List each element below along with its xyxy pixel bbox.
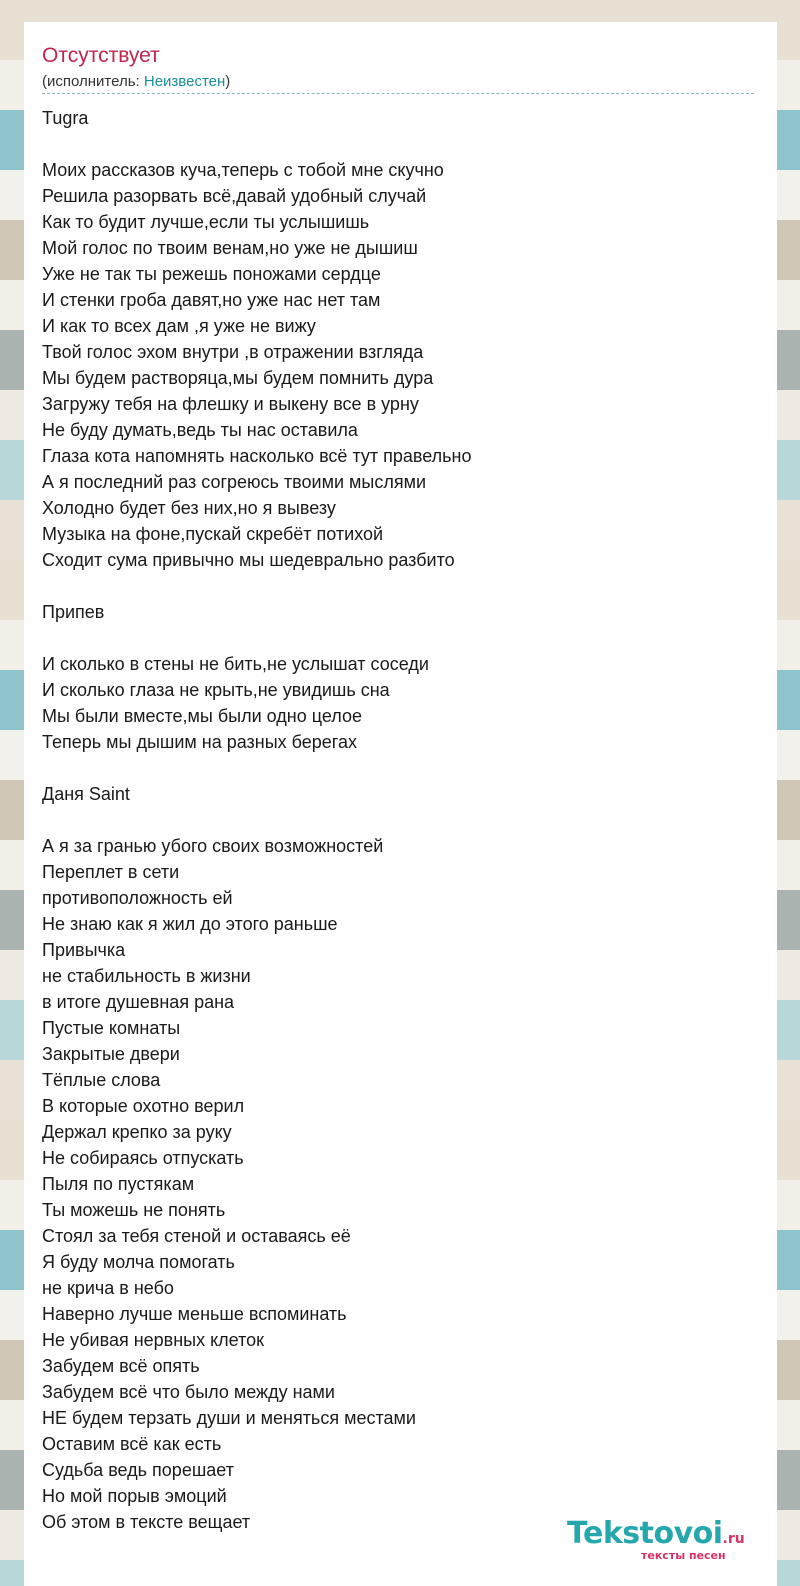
lyric-line: Теперь мы дышим на разных берегах bbox=[42, 732, 357, 752]
logo-tld: .ru bbox=[722, 1531, 745, 1547]
lyric-line: Оставим всё как есть bbox=[42, 1434, 222, 1454]
lyric-line: Музыка на фоне,пускай скребёт потихой bbox=[42, 524, 384, 544]
lyric-line bbox=[42, 625, 754, 651]
lyric-line: Тёплые слова bbox=[42, 1070, 161, 1090]
lyric-line: не стабильность в жизни bbox=[42, 966, 251, 986]
lyric-line: Не собираясь отпускать bbox=[42, 1148, 244, 1168]
lyric-line: Но мой порыв эмоций bbox=[42, 1486, 227, 1506]
lyric-line: Уже не так ты режешь поножами сердце bbox=[42, 264, 381, 284]
lyric-line bbox=[42, 807, 754, 833]
lyric-line: Об этом в тексте вещает bbox=[42, 1512, 251, 1532]
lyric-line: Держал крепко за руку bbox=[42, 1122, 232, 1142]
lyric-line: не крича в небо bbox=[42, 1278, 174, 1298]
lyric-line: И стенки гроба давят,но уже нас нет там bbox=[42, 290, 381, 310]
lyric-line: Стоял за тебя стеной и оставаясь её bbox=[42, 1226, 351, 1246]
artist-prefix: (исполнитель: bbox=[42, 73, 144, 90]
lyric-line: Наверно лучше меньше вспоминать bbox=[42, 1304, 347, 1324]
lyric-line: И как то всех дам ,я уже не вижу bbox=[42, 316, 316, 336]
lyrics-card bbox=[24, 22, 777, 1586]
lyric-line: Сходит сума привычно мы шедеврально разбито bbox=[42, 550, 455, 570]
lyric-line: Привычка bbox=[42, 940, 126, 960]
lyric-line: А я последний раз согреюсь твоими мыслями bbox=[42, 472, 427, 492]
lyric-line: Решила разорвать всё,давай удобный случай bbox=[42, 186, 427, 206]
lyric-line: Холодно будет без них,но я вывезу bbox=[42, 498, 336, 518]
artist-suffix: ) bbox=[225, 73, 231, 90]
lyric-line: И сколько глаза не крыть,не увидишь сна bbox=[42, 680, 390, 700]
lyric-line: Пыля по пустякам bbox=[42, 1174, 195, 1194]
divider bbox=[42, 93, 754, 94]
lyric-line: Пустые комнаты bbox=[42, 1018, 181, 1038]
lyric-line bbox=[42, 131, 754, 157]
lyric-line: противоположность ей bbox=[42, 888, 233, 908]
lyric-line: Мы были вместе,мы были одно целое bbox=[42, 706, 362, 726]
lyrics-text bbox=[42, 105, 754, 1535]
artist-link[interactable]: Неизвестен bbox=[143, 73, 226, 90]
lyric-line: Как то будит лучше,если ты услышишь bbox=[42, 212, 370, 232]
logo-tagline: тексты песен bbox=[641, 1549, 726, 1562]
song-title: Отсутствует bbox=[42, 44, 160, 67]
artist-line bbox=[42, 73, 230, 90]
lyric-line: Забудем всё что было между нами bbox=[42, 1382, 335, 1402]
lyric-line: Не убивая нервных клеток bbox=[42, 1330, 265, 1350]
lyric-line: Даня Saint bbox=[42, 784, 130, 804]
lyric-line: Судьба ведь порешает bbox=[42, 1460, 234, 1480]
lyric-line: А я за гранью убого своих возможностей bbox=[42, 836, 384, 856]
lyric-line: Мой голос по твоим венам,но уже не дышиш bbox=[42, 238, 418, 258]
lyric-line bbox=[42, 573, 754, 599]
lyric-line: Переплет в сети bbox=[42, 862, 180, 882]
lyric-line: И сколько в стены не бить,не услышат соседи bbox=[42, 654, 429, 674]
lyric-line: Моих рассказов куча,теперь с тобой мне скучно bbox=[42, 160, 444, 180]
lyric-line: Мы будем растворяца,мы будем помнить дура bbox=[42, 368, 434, 388]
lyric-line: в итоге душевная рана bbox=[42, 992, 235, 1012]
lyric-line: Глаза кота напомнять насколько всё тут правельно bbox=[42, 446, 472, 466]
lyric-line: Не знаю как я жил до этого раньше bbox=[42, 914, 338, 934]
lyric-line bbox=[42, 755, 754, 781]
lyric-line: НЕ будем терзать души и меняться местами bbox=[42, 1408, 416, 1428]
lyric-line: Ты можешь не понять bbox=[42, 1200, 226, 1220]
lyric-line: Забудем всё опять bbox=[42, 1356, 200, 1376]
lyric-line: Tugra bbox=[42, 108, 89, 128]
lyric-line: Не буду думать,ведь ты нас оставила bbox=[42, 420, 358, 440]
lyric-line: Загружу тебя на флешку и выкену все в урну bbox=[42, 394, 419, 414]
lyric-line: Твой голос эхом внутри ,в отражении взгляда bbox=[42, 342, 424, 362]
lyric-line: Припев bbox=[42, 602, 105, 622]
lyric-line: Я буду молча помогать bbox=[42, 1252, 235, 1272]
site-logo[interactable] bbox=[567, 1516, 745, 1562]
lyric-line: В которые охотно верил bbox=[42, 1096, 245, 1116]
logo-word: Tekstovoi bbox=[567, 1516, 723, 1551]
lyric-line: Закрытые двери bbox=[42, 1044, 180, 1064]
